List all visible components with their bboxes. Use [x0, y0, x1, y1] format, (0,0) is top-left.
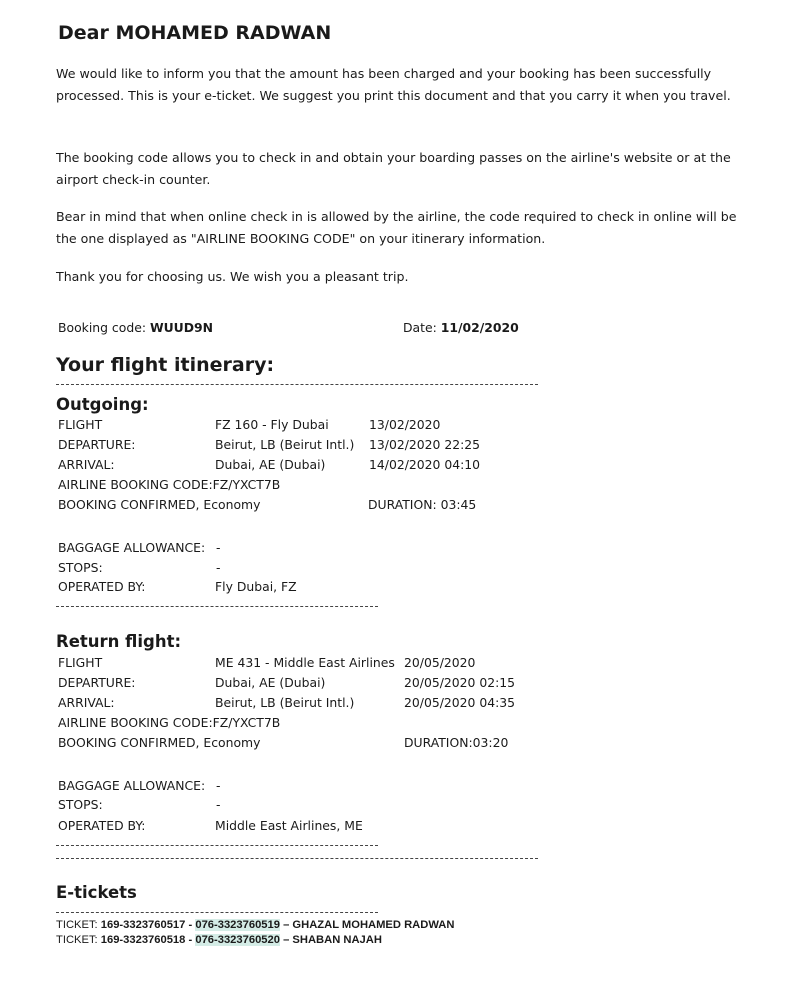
ticket-label: TICKET: — [56, 934, 98, 946]
return-operated: Middle East Airlines, ME — [215, 818, 363, 833]
return-operated-label: OPERATED BY: — [58, 818, 146, 833]
booking-code-value: WUUD9N — [149, 320, 214, 335]
return-stops: - — [216, 797, 221, 812]
return-arrival: Beirut, LB (Beirut Intl.) — [215, 695, 355, 710]
thanks-paragraph: Thank you for choosing us. We wish you a pleasant trip. — [56, 269, 409, 284]
outgoing-departure-time: 13/02/2020 22:25 — [369, 437, 481, 452]
return-flight: ME 431 - Middle East Airlines — [215, 655, 395, 670]
outgoing-departure: Beirut, LB (Beirut Intl.) — [215, 437, 355, 452]
return-arrival-label: ARRIVAL: — [58, 695, 115, 710]
return-flight-date: 20/05/2020 — [404, 655, 476, 670]
outgoing-airline-code: AIRLINE BOOKING CODE:FZ/YXCT7B — [58, 477, 281, 492]
ticket-number: 169-3323760517 — [100, 919, 186, 931]
booking-date-value: 11/02/2020 — [440, 320, 519, 335]
return-confirmed: BOOKING CONFIRMED, Economy — [58, 735, 261, 750]
outgoing-flight: FZ 160 - Fly Dubai — [215, 417, 329, 432]
outgoing-duration: DURATION: 03:45 — [368, 497, 477, 512]
intro-paragraph: We would like to inform you that the amount has been charged and your booking has been successfully processed. This is your e-ticket. We suggest you print this document and that you carry it when you travel. — [56, 66, 731, 103]
return-title: Return flight: — [56, 632, 182, 651]
outgoing-arrival: Dubai, AE (Dubai) — [215, 457, 326, 472]
outgoing-operated: Fly Dubai, FZ — [215, 579, 297, 594]
booking-date-label: Date: — [403, 320, 437, 335]
passenger-name: GHAZAL MOHAMED RADWAN — [292, 919, 455, 931]
booking-code-paragraph: The booking code allows you to check in and obtain your boarding passes on the airline's website or at the airport check-in counter. — [56, 150, 731, 187]
divider — [56, 858, 538, 859]
ticket-number: 169-3323760518 — [100, 934, 186, 946]
ticket-row: TICKET: 169-3323760517 - 076-3323760519 – GHAZAL MOHAMED RADWAN — [56, 919, 455, 931]
outgoing-arrival-time: 14/02/2020 04:10 — [369, 457, 481, 472]
divider — [56, 606, 378, 607]
ticket-reference: 076-3323760519 — [195, 919, 280, 931]
outgoing-arrival-label: ARRIVAL: — [58, 457, 115, 472]
ticket-label: TICKET: — [56, 919, 98, 931]
outgoing-stops: - — [216, 560, 221, 575]
outgoing-title: Outgoing: — [56, 395, 149, 414]
ticket-reference: 076-3323760520 — [195, 934, 280, 946]
outgoing-baggage-label: BAGGAGE ALLOWANCE: — [58, 540, 206, 555]
passenger-name: SHABAN NAJAH — [292, 934, 382, 946]
return-departure-label: DEPARTURE: — [58, 675, 136, 690]
booking-date-row — [403, 320, 519, 335]
outgoing-flight-label: FLIGHT — [58, 417, 103, 432]
divider — [56, 845, 378, 846]
return-stops-label: STOPS: — [58, 797, 103, 812]
return-departure: Dubai, AE (Dubai) — [215, 675, 326, 690]
return-duration: DURATION:03:20 — [404, 735, 509, 750]
booking-code-row — [58, 320, 213, 335]
etickets-title: E-tickets — [56, 883, 137, 902]
outgoing-baggage: - — [216, 540, 221, 555]
return-flight-label: FLIGHT — [58, 655, 103, 670]
booking-code-label: Booking code: — [58, 320, 146, 335]
ticket-row: TICKET: 169-3323760518 - 076-3323760520 – SHABAN NAJAH — [56, 934, 382, 946]
greeting: Dear MOHAMED RADWAN — [58, 22, 332, 44]
outgoing-operated-label: OPERATED BY: — [58, 579, 146, 594]
return-baggage: - — [216, 778, 221, 793]
outgoing-departure-label: DEPARTURE: — [58, 437, 136, 452]
checkin-paragraph: Bear in mind that when online check in is allowed by the airline, the code required to check in online will be the one displayed as "AIRLINE BOOKING CODE" on your itinerary information. — [56, 209, 737, 246]
return-departure-time: 20/05/2020 02:15 — [404, 675, 516, 690]
divider — [56, 384, 538, 385]
outgoing-stops-label: STOPS: — [58, 560, 103, 575]
itinerary-title: Your flight itinerary: — [56, 354, 275, 376]
divider — [56, 912, 378, 913]
return-baggage-label: BAGGAGE ALLOWANCE: — [58, 778, 206, 793]
outgoing-flight-date: 13/02/2020 — [369, 417, 441, 432]
outgoing-confirmed: BOOKING CONFIRMED, Economy — [58, 497, 261, 512]
return-arrival-time: 20/05/2020 04:35 — [404, 695, 516, 710]
return-airline-code: AIRLINE BOOKING CODE:FZ/YXCT7B — [58, 715, 281, 730]
